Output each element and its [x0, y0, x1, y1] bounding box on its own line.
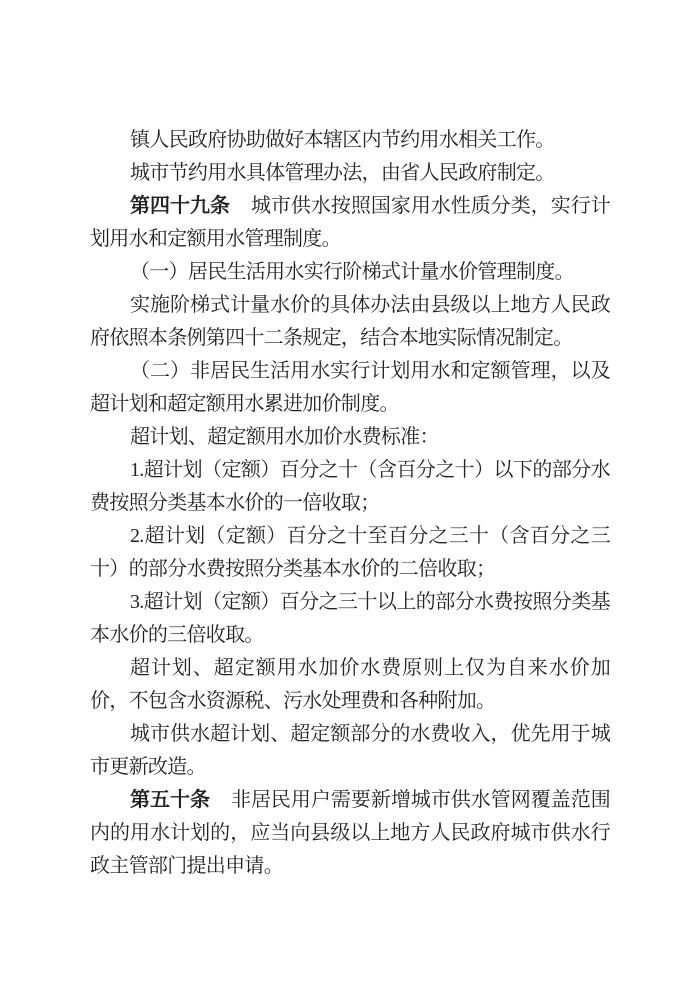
paragraph-text: 3.超计划（定额）百分之三十以上的部分水费按照分类基本水价的三倍收取。: [90, 591, 610, 646]
paragraph-text: 城市节约用水具体管理办法，由省人民政府制定。: [130, 162, 555, 184]
article-number: 第四十九条: [130, 195, 230, 217]
paragraph-text: （二）非居民生活用水实行计划用水和定额管理，以及超计划和超定额用水累进加价制度。: [90, 360, 610, 415]
paragraph: [90, 421, 610, 454]
paragraph: [90, 355, 610, 421]
paragraph-text: 城市供水按照国家用水性质分类，实行计划用水和定额用水管理制度。: [90, 195, 611, 250]
paragraph: [90, 157, 610, 190]
paragraph-text: 2.超计划（定额）百分之十至百分之三十（含百分之三十）的部分水费按照分类基本水价的二倍收取；: [90, 525, 610, 580]
paragraph: [90, 586, 610, 652]
paragraph: [90, 784, 610, 883]
paragraph-text: 超计划、超定额用水加价水费原则上仅为自来水价加价，不包含水资源税、污水处理费和各种附加。: [90, 657, 610, 712]
paragraph: [90, 718, 610, 784]
paragraph: [90, 190, 610, 256]
paragraph-text: （一）居民生活用水实行阶梯式计量水价管理制度。: [130, 261, 574, 283]
paragraph-text: 超计划、超定额用水加价水费标准：: [130, 426, 439, 448]
paragraph: [90, 454, 610, 520]
paragraph: [90, 124, 610, 157]
document-body: [90, 124, 610, 883]
paragraph-text: 实施阶梯式计量水价的具体办法由县级以上地方人民政府依照本条例第四十二条规定，结合本地实际情况制定。: [90, 294, 610, 349]
paragraph-text: 非居民用户需要新增城市供水管网覆盖范围内的用水计划的，应当向县级以上地方人民政府城市供水行政主管部门提出申请。: [90, 789, 611, 877]
paragraph: [90, 652, 610, 718]
paragraph-text: 1.超计划（定额）百分之十（含百分之十）以下的部分水费按照分类基本水价的一倍收取；: [90, 459, 610, 514]
paragraph-text: 镇人民政府协助做好本辖区内节约用水相关工作。: [130, 129, 555, 151]
article-number: 第五十条: [130, 789, 210, 811]
paragraph: [90, 289, 610, 355]
paragraph-text: 城市供水超计划、超定额部分的水费收入，优先用于城市更新改造。: [90, 723, 610, 778]
paragraph: [90, 256, 610, 289]
paragraph: [90, 520, 610, 586]
